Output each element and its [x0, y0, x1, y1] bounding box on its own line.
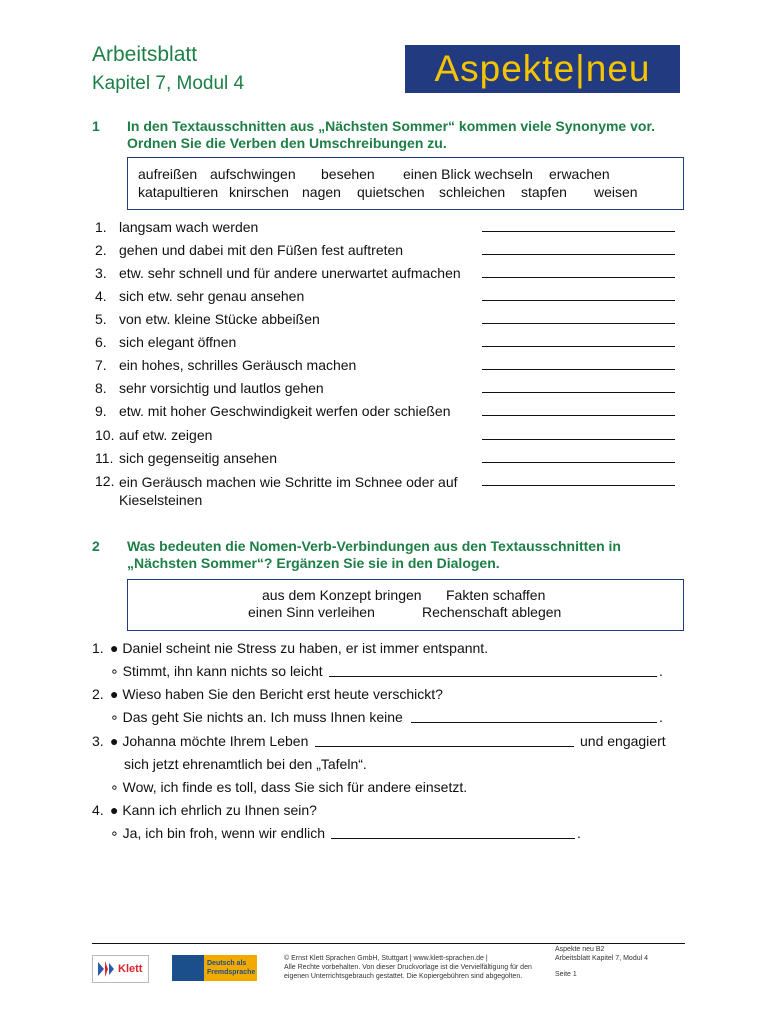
item-number: 1.	[95, 219, 107, 235]
section-1-number: 1	[92, 118, 100, 134]
dialog-number: 3.	[92, 733, 104, 749]
footer-divider	[92, 943, 685, 944]
copyright-line-3: eigenen Unterrichtsgebrauch gestattet. Die Kopiergebühren sind abgegolten.	[284, 973, 523, 980]
word-bank-item: stapfen	[521, 184, 567, 200]
answer-line[interactable]	[482, 369, 675, 370]
word-bank-item: aufschwingen	[210, 166, 296, 182]
answer-line[interactable]	[482, 346, 675, 347]
item-number: 10.	[95, 427, 115, 443]
item-text: von etw. kleine Stücke abbeißen	[119, 311, 320, 327]
answer-line[interactable]	[329, 676, 657, 677]
item-text: etw. mit hoher Geschwindigkeit werfen oder schießen	[119, 403, 451, 419]
aspekte-neu-logo	[405, 45, 680, 93]
meta-worksheet: Arbeitsblatt Kapitel 7, Modul 4	[555, 955, 648, 962]
item-number: 7.	[95, 357, 107, 373]
item-number: 9.	[95, 403, 107, 419]
word-bank-item: Rechenschaft ablegen	[422, 604, 562, 620]
item-number: 5.	[95, 311, 107, 327]
copyright-notice	[284, 954, 544, 981]
dialog-end: .	[659, 709, 663, 725]
word-bank-item: quietschen	[357, 184, 425, 200]
word-bank-item: nagen	[302, 184, 341, 200]
dialog-line-a: ● Johanna möchte Ihrem Leben	[110, 733, 309, 749]
daf-logo-block	[172, 955, 204, 981]
dialog-line-a-end: und engagiert	[580, 733, 666, 749]
answer-line[interactable]	[482, 439, 675, 440]
page-number: Seite 1	[555, 971, 577, 978]
answer-line[interactable]	[331, 838, 575, 839]
item-number: 11.	[95, 450, 114, 466]
page-subtitle: Kapitel 7, Modul 4	[92, 73, 245, 94]
item-text: auf etw. zeigen	[119, 427, 213, 443]
daf-logo-label	[204, 955, 257, 981]
word-bank-item: katapultieren	[138, 184, 219, 200]
dialog-line-b: ∘ Ja, ich bin froh, wenn wir endlich	[110, 825, 325, 841]
copyright-line-1: © Ernst Klett Sprachen GmbH, Stuttgart | www.klett-sprachen.de |	[284, 955, 488, 962]
item-text: sich etw. sehr genau ansehen	[119, 288, 305, 304]
document-meta	[555, 945, 685, 979]
item-text: ein Geräusch machen wie Schritte im Schnee oder auf Kieselsteinen	[119, 474, 458, 508]
dialog-number: 2.	[92, 686, 104, 702]
section-2-number: 2	[92, 538, 100, 554]
item-number: 12.	[95, 473, 115, 489]
dialog-end: .	[577, 825, 581, 841]
answer-line[interactable]	[482, 277, 675, 278]
answer-line[interactable]	[482, 392, 675, 393]
page-title: Arbeitsblatt	[92, 43, 198, 66]
word-bank-1	[127, 157, 684, 210]
item-number: 3.	[95, 265, 107, 281]
dialog-line-a: ● Kann ich ehrlich zu Ihnen sein?	[110, 802, 317, 818]
word-bank-item: einen Blick wechseln	[403, 166, 533, 182]
answer-line[interactable]	[482, 485, 675, 486]
daf-line-1: Deutsch als	[207, 960, 247, 967]
answer-line[interactable]	[482, 415, 675, 416]
item-text: langsam wach werden	[119, 219, 259, 235]
item-number: 6.	[95, 334, 107, 350]
answer-line[interactable]	[315, 746, 574, 747]
dialog-number: 1.	[92, 640, 104, 656]
section-1-instruction: In den Textausschnitten aus „Nächsten Sommer“ kommen viele Synonyme vor. Ordnen Sie die Verben den Umschreibungen zu.	[127, 118, 656, 151]
item-number: 4.	[95, 288, 107, 304]
dialog-line-b: ∘ Wow, ich finde es toll, dass Sie sich für andere einsetzt.	[110, 779, 468, 795]
daf-line-2: Fremdsprache	[207, 969, 256, 976]
word-bank-item: Fakten schaffen	[446, 587, 546, 603]
klett-logo	[92, 955, 149, 983]
item-text: etw. sehr schnell und für andere unerwartet aufmachen	[119, 265, 461, 281]
dialog-number: 4.	[92, 802, 104, 818]
answer-line[interactable]	[482, 300, 675, 301]
answer-line[interactable]	[482, 323, 675, 324]
item-number: 2.	[95, 242, 107, 258]
item-text: ein hohes, schrilles Geräusch machen	[119, 357, 357, 373]
word-bank-item: schleichen	[439, 184, 506, 200]
word-bank-item: besehen	[321, 166, 375, 182]
item-text: sehr vorsichtig und lautlos gehen	[119, 380, 324, 396]
klett-emblem-icon	[95, 958, 117, 980]
dialog-line-b: ∘ Stimmt, ihn kann nichts so leicht	[110, 663, 323, 679]
dialog-line-a: ● Daniel scheint nie Stress zu haben, er ist immer entspannt.	[110, 640, 489, 656]
daf-logo	[172, 955, 257, 981]
word-bank-item: knirschen	[229, 184, 289, 200]
dialog-end: .	[659, 663, 663, 679]
klett-logo-text: Klett	[118, 963, 143, 975]
dialog-line-a-continued: sich jetzt ehrenamtlich bei den „Tafeln“.	[124, 756, 367, 772]
section-2-instruction: Was bedeuten die Nomen-Verb-Verbindungen aus den Textausschnitten in „Nächsten Sommer“? Ergänzen Sie sie in den Dialogen.	[127, 538, 621, 571]
meta-book: Aspekte neu B2	[555, 946, 605, 953]
answer-line[interactable]	[482, 254, 675, 255]
item-text: sich elegant öffnen	[119, 334, 237, 350]
answer-line[interactable]	[482, 462, 675, 463]
answer-line[interactable]	[411, 722, 657, 723]
word-bank-item: erwachen	[549, 166, 610, 182]
word-bank-item: aus dem Konzept bringen	[262, 587, 422, 603]
answer-line[interactable]	[482, 231, 675, 232]
item-text: gehen und dabei mit den Füßen fest auftreten	[119, 242, 404, 258]
logo-text: Aspekte|neu	[434, 48, 651, 89]
word-bank-2	[127, 579, 684, 631]
word-bank-item: aufreißen	[138, 166, 198, 182]
copyright-line-2: Alle Rechte vorbehalten. Von dieser Druckvorlage ist die Vervielfältigung für den	[284, 964, 532, 971]
dialog-line-b: ∘ Das geht Sie nichts an. Ich muss Ihnen keine	[110, 709, 403, 725]
word-bank-item: einen Sinn verleihen	[248, 604, 375, 620]
item-number: 8.	[95, 380, 107, 396]
item-text: sich gegenseitig ansehen	[119, 450, 278, 466]
dialog-line-a: ● Wieso haben Sie den Bericht erst heute verschickt?	[110, 686, 443, 702]
word-bank-item: weisen	[594, 184, 638, 200]
